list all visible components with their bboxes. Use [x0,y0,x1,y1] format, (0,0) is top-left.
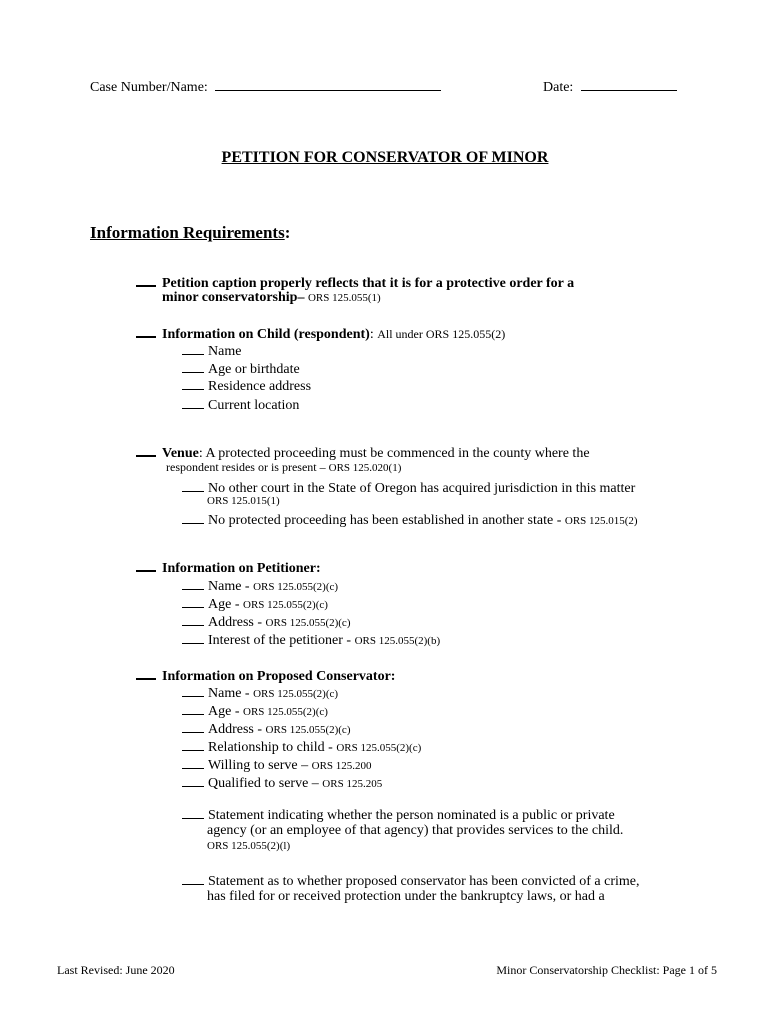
petitioner-interest-ref: ORS 125.055(2)(b) [354,635,441,647]
section-heading-colon: : [284,223,291,242]
statement1-ref: ORS 125.055(2)(l) [207,840,291,852]
conservator-statement1 [182,806,615,823]
case-number-blank [215,78,441,91]
section-heading-text: Information Requirements [90,223,285,242]
petitioner-subitem [182,595,328,612]
petitioner-subitem [182,613,350,630]
checkbox-blank [182,872,204,885]
petitioner-subitem [182,631,440,648]
conservator-relationship-ref: ORS 125.055(2)(c) [336,742,422,754]
checkbox-blank [182,613,204,626]
conservator-subitem [182,684,338,701]
conservator-age-ref: ORS 125.055(2)(c) [243,706,328,718]
conservator-subitem [182,702,328,719]
checkbox-blank [182,774,204,787]
caption-line2-row [162,291,381,305]
child-item-residence: Residence address [208,379,312,394]
child-info-ref: All under ORS 125.055(2) [377,327,506,341]
checkbox-blank [182,631,204,644]
case-number-label: Case Number/Name: [90,80,208,95]
petitioner-label: Information on Petitioner: [162,561,321,576]
conservator-name-ref: ORS 125.055(2)(c) [253,688,339,700]
checkbox-blank [182,577,204,590]
checkbox-blank [136,558,156,572]
child-item-age: Age or birthdate [208,362,300,377]
petitioner-interest: Interest of the petitioner - [208,633,352,648]
checkbox-blank [182,595,204,608]
petitioner-age: Age - [208,597,240,612]
conservator-qualified-ref: ORS 125.205 [322,778,383,790]
venue-line2: respondent resides or is present – [166,460,326,474]
venue-item [136,443,590,461]
conservator-statement2 [182,872,640,889]
checkbox-blank [182,396,204,409]
checkbox-blank [136,324,156,338]
checkbox-blank [182,511,204,524]
venue-text: : A protected proceeding must be commenced in the county where the [198,446,590,461]
child-subitem [182,396,299,413]
conservator-subitem [182,720,350,737]
footer-revised: Last Revised: June 2020 [57,963,175,977]
venue-item2: No protected proceeding has been established in another state - [208,513,562,528]
child-info-item [136,324,505,342]
petitioner-age-ref: ORS 125.055(2)(c) [243,599,328,611]
checkbox-blank [182,756,204,769]
venue-item1: No other court in the State of Oregon has acquired jurisdiction in this matter [208,481,636,496]
child-subitem [182,377,311,394]
page-title: PETITION FOR CONSERVATOR OF MINOR [221,149,549,166]
child-item-location: Current location [208,398,300,413]
petitioner-address: Address - [208,615,263,630]
conservator-subitem [182,756,372,773]
venue-line2-row [166,461,401,474]
petitioner-name-ref: ORS 125.055(2)(c) [253,581,339,593]
venue-item2-ref: ORS 125.015(2) [564,515,638,527]
checkbox-blank [182,479,204,492]
date-field [543,78,677,95]
petitioner-subitem [182,577,338,594]
conservator-willing: Willing to serve – [208,758,309,773]
conservator-age: Age - [208,704,240,719]
caption-line2: minor conservatorship– [162,290,305,305]
checkbox-blank [182,360,204,373]
case-number-field [90,78,441,95]
checkbox-blank [182,738,204,751]
venue-subitem [182,479,635,496]
checkbox-blank [182,702,204,715]
statement2-line2: has filed for or received protection under the bankruptcy laws, or had a [207,889,605,904]
checkbox-blank [182,806,204,819]
venue-item1-ref: ORS 125.015(1) [207,495,280,507]
caption-line1: Petition caption properly reflects that it is for a protective order for a [162,276,575,291]
conservator-label: Information on Proposed Conservator: [162,669,396,684]
venue-ref: ORS 125.020(1) [328,462,402,474]
petitioner-item [136,558,321,576]
checkbox-blank [136,666,156,680]
petitioner-address-ref: ORS 125.055(2)(c) [265,617,351,629]
child-info-label: Information on Child (respondent) [162,327,370,342]
caption-item [136,273,574,291]
child-subitem [182,360,300,377]
checkbox-blank [136,273,156,287]
petitioner-name: Name - [208,579,250,594]
conservator-qualified: Qualified to serve – [208,776,319,791]
checkbox-blank [182,684,204,697]
venue-label: Venue [162,446,199,461]
conservator-relationship: Relationship to child - [208,740,333,755]
child-item-name: Name [208,344,242,359]
conservator-item [136,666,395,684]
checkbox-blank [182,720,204,733]
conservator-address-ref: ORS 125.055(2)(c) [265,724,351,736]
date-blank [581,78,677,91]
statement1-line1: Statement indicating whether the person nominated is a public or private [208,808,615,823]
footer-page-info: Minor Conservatorship Checklist: Page 1 of 5 [496,963,717,977]
conservator-address: Address - [208,722,263,737]
section-heading [90,224,290,241]
child-info-colon: : [369,327,374,342]
caption-ref: ORS 125.055(1) [307,292,381,304]
conservator-subitem [182,738,421,755]
conservator-subitem [182,774,382,791]
conservator-name: Name - [208,686,250,701]
statement1-line2: agency (or an employee of that agency) that provides services to the child. [207,823,624,838]
child-subitem [182,342,241,359]
statement2-line1: Statement as to whether proposed conservator has been convicted of a crime, [208,874,640,889]
checkbox-blank [182,342,204,355]
conservator-willing-ref: ORS 125.200 [311,760,372,772]
checkbox-blank [136,443,156,457]
venue-subitem [182,511,638,528]
date-label: Date: [543,80,574,95]
checkbox-blank [182,377,204,390]
